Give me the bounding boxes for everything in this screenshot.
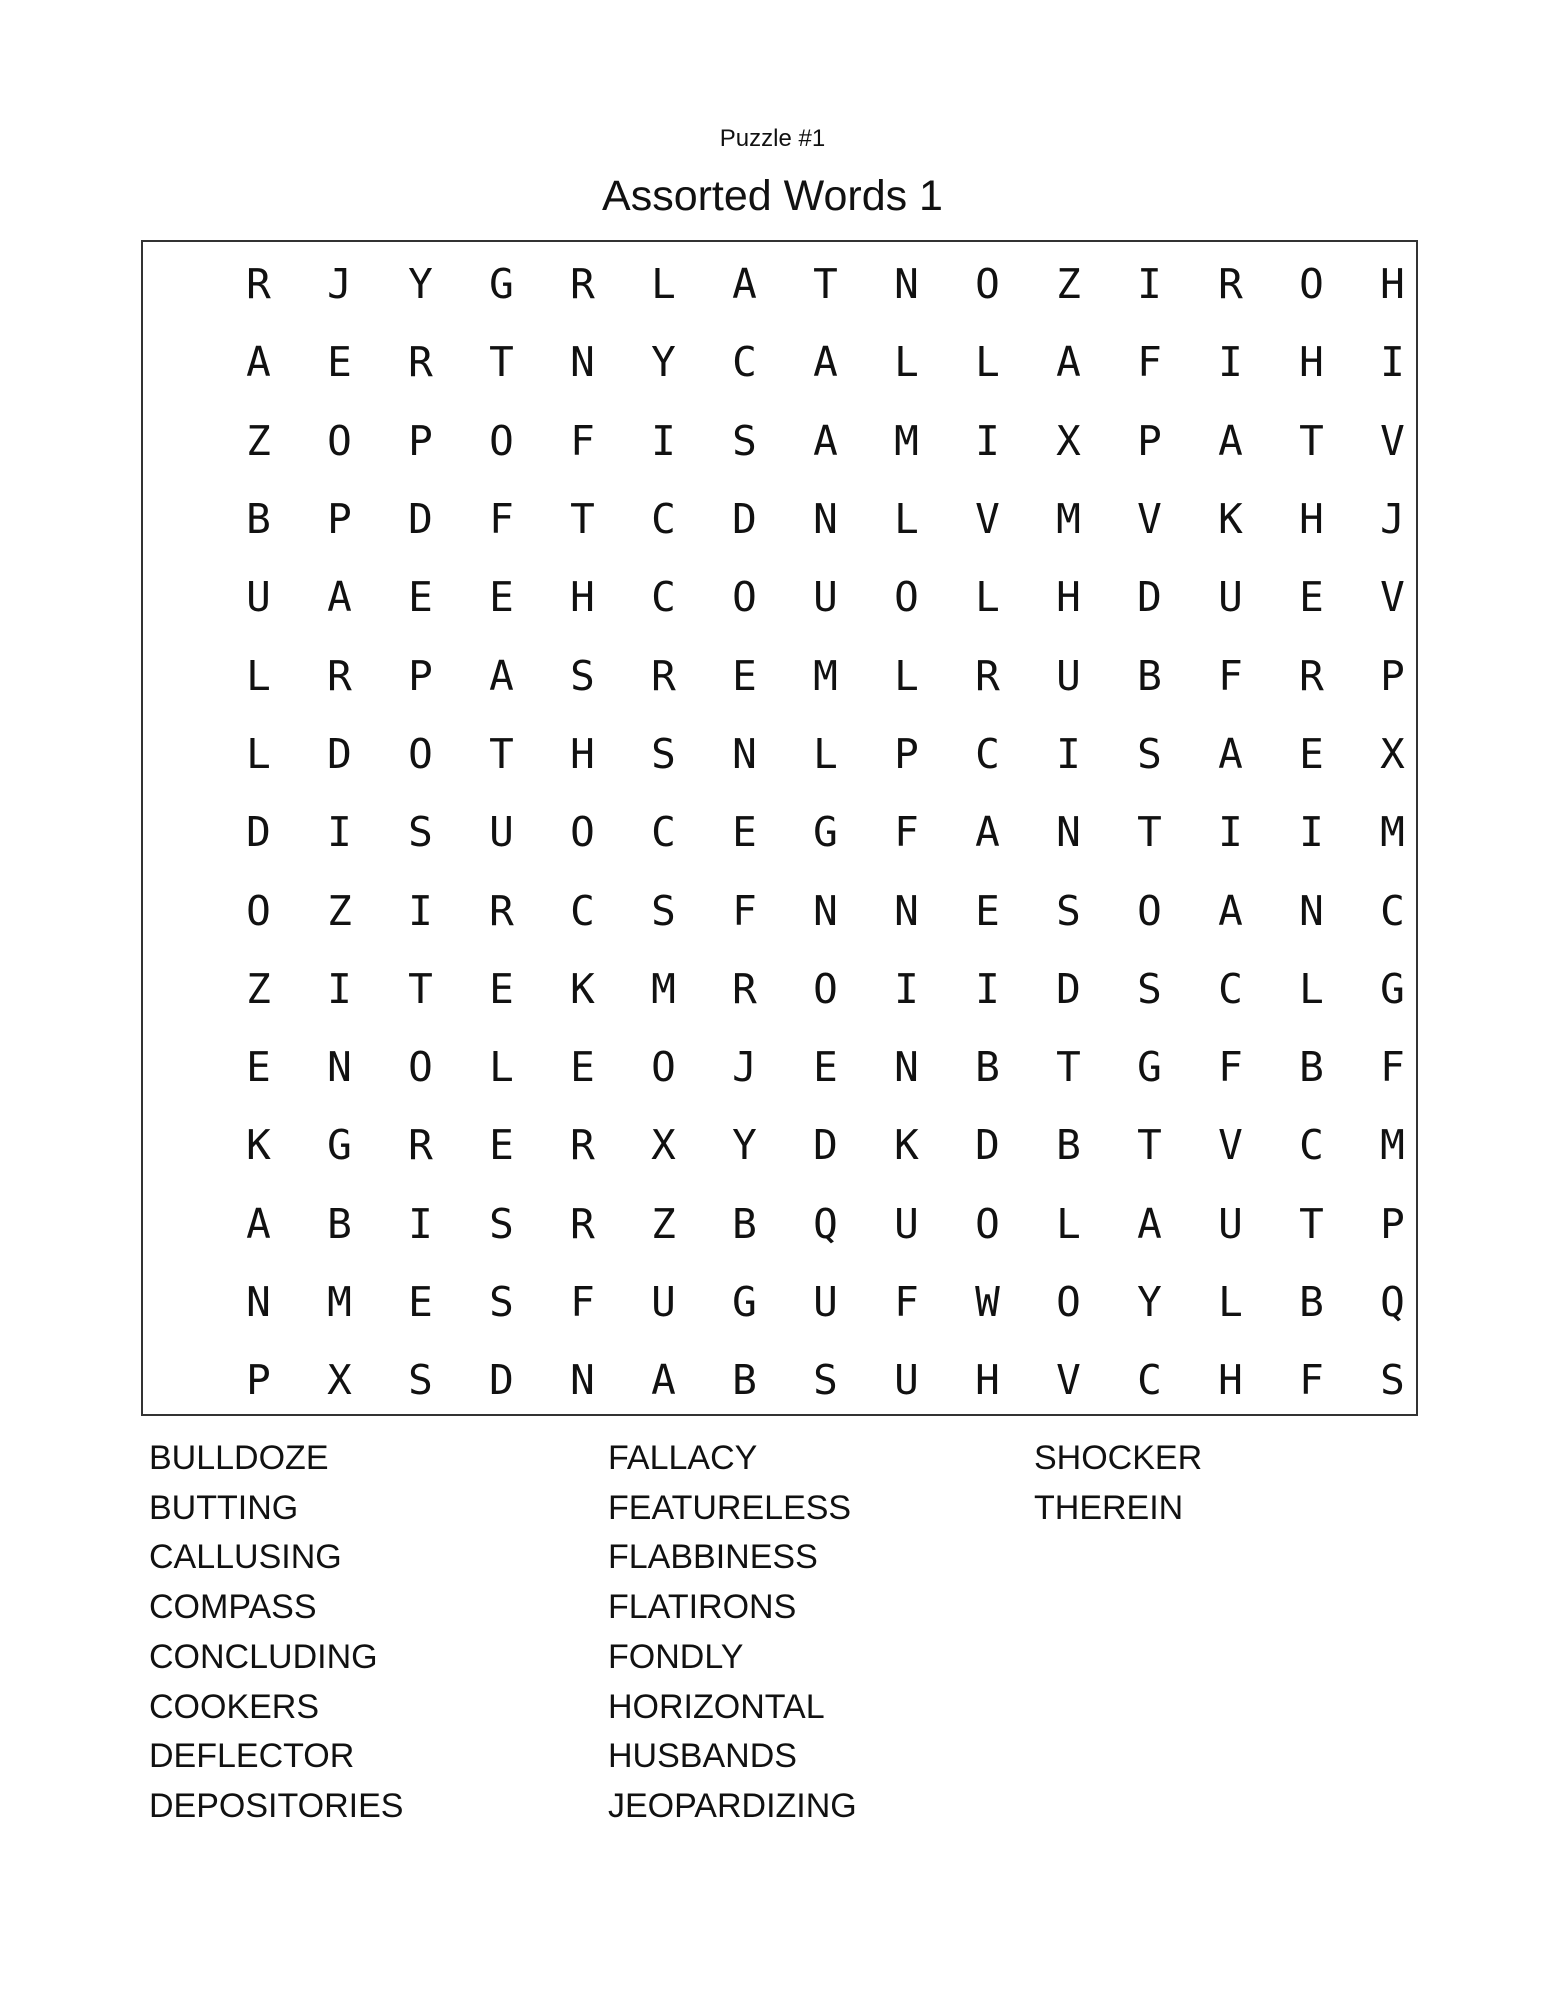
grid-cell: C xyxy=(651,573,676,622)
grid-cell: H xyxy=(1380,260,1405,309)
grid-cell: B xyxy=(1299,1278,1324,1326)
grid-cell: O xyxy=(570,808,595,857)
grid-cell: A xyxy=(327,573,352,622)
grid-cell: F xyxy=(1299,1356,1324,1405)
grid-cell: X xyxy=(1056,416,1081,465)
grid-cell: F xyxy=(894,1278,919,1326)
grid-cell: L xyxy=(1299,964,1324,1013)
grid-cell: R xyxy=(408,1121,433,1170)
grid-cell: L xyxy=(894,338,919,387)
grid-cell: C xyxy=(1137,1356,1162,1405)
grid-cell: G xyxy=(732,1278,757,1326)
grid-cell: M xyxy=(651,964,676,1013)
grid-cell: I xyxy=(408,886,433,935)
word-list-item: FLABBINESS xyxy=(608,1538,818,1577)
grid-cell: A xyxy=(246,1199,271,1248)
grid-cell: R xyxy=(570,1121,595,1170)
grid-cell: R xyxy=(732,964,757,1013)
letter-grid xyxy=(218,245,1433,1419)
grid-cell: T xyxy=(1137,1121,1162,1170)
grid-cell: P xyxy=(1137,416,1162,465)
word-list-item: THEREIN xyxy=(1034,1488,1184,1527)
grid-cell: F xyxy=(894,808,919,857)
grid-cell: D xyxy=(408,495,433,544)
grid-cell: E xyxy=(408,573,433,622)
grid-cell: F xyxy=(570,416,595,465)
grid-cell: N xyxy=(894,260,919,309)
grid-cell: P xyxy=(246,1356,271,1405)
grid-cell: E xyxy=(570,1043,595,1092)
grid-cell: A xyxy=(813,338,838,387)
word-list-item: COMPASS xyxy=(149,1588,317,1627)
grid-cell: J xyxy=(1380,495,1405,544)
grid-cell: G xyxy=(327,1121,352,1170)
grid-cell: V xyxy=(975,495,1000,544)
grid-cell: Y xyxy=(732,1121,757,1170)
grid-cell: R xyxy=(1299,651,1324,700)
grid-cell: N xyxy=(813,495,838,544)
grid-cell: R xyxy=(327,651,352,700)
grid-cell: E xyxy=(1299,573,1324,622)
grid-cell: I xyxy=(327,964,352,1013)
word-list-item: COOKERS xyxy=(149,1687,320,1726)
grid-cell: Y xyxy=(651,338,676,387)
grid-cell: N xyxy=(813,886,838,935)
grid-cell: L xyxy=(894,651,919,700)
grid-cell: G xyxy=(1137,1043,1162,1092)
grid-cell: A xyxy=(813,416,838,465)
grid-cell: R xyxy=(570,1199,595,1248)
grid-cell: T xyxy=(813,260,838,309)
grid-cell: O xyxy=(975,1199,1000,1248)
word-list-item: CALLUSING xyxy=(149,1538,342,1577)
grid-cell: R xyxy=(246,260,271,309)
grid-cell: A xyxy=(1218,416,1243,465)
grid-cell: N xyxy=(246,1278,271,1326)
grid-cell: L xyxy=(975,573,1000,622)
grid-cell: H xyxy=(1299,495,1324,544)
grid-cell: G xyxy=(489,260,514,309)
grid-cell: O xyxy=(975,260,1000,309)
grid-cell: O xyxy=(327,416,352,465)
grid-cell: C xyxy=(1299,1121,1324,1170)
grid-cell: T xyxy=(1137,808,1162,857)
grid-cell: H xyxy=(570,573,595,622)
grid-cell: A xyxy=(1218,729,1243,778)
grid-cell: L xyxy=(975,338,1000,387)
grid-cell: O xyxy=(1137,886,1162,935)
word-list-item: BULLDOZE xyxy=(149,1439,329,1477)
grid-cell: R xyxy=(1218,260,1243,309)
grid-cell: M xyxy=(813,651,838,700)
word-list-item: FALLACY xyxy=(608,1439,758,1477)
grid-cell: V xyxy=(1137,495,1162,544)
grid-cell: H xyxy=(975,1356,1000,1405)
grid-cell: D xyxy=(732,495,757,544)
grid-cell: B xyxy=(1056,1121,1081,1170)
grid-cell: F xyxy=(1218,651,1243,700)
grid-cell: N xyxy=(327,1043,352,1092)
word-list-item: JEOPARDIZING xyxy=(608,1786,857,1825)
grid-cell: I xyxy=(1218,808,1243,857)
word-list-item: FONDLY xyxy=(608,1637,744,1676)
grid-cell: N xyxy=(1299,886,1324,935)
grid-cell: A xyxy=(246,338,271,387)
grid-cell: E xyxy=(489,573,514,622)
grid-cell: N xyxy=(894,1043,919,1092)
grid-cell: B xyxy=(732,1199,757,1248)
grid-cell: M xyxy=(1380,1121,1405,1170)
grid-cell: C xyxy=(975,729,1000,778)
grid-cell: A xyxy=(732,260,757,309)
grid-cell: I xyxy=(1380,338,1405,387)
grid-cell: U xyxy=(1056,651,1081,700)
grid-cell: H xyxy=(1218,1356,1243,1405)
word-list-item: SHOCKER xyxy=(1034,1439,1203,1477)
grid-cell: A xyxy=(1137,1199,1162,1248)
grid-cell: F xyxy=(570,1278,595,1326)
grid-cell: X xyxy=(327,1356,352,1405)
grid-cell: U xyxy=(246,573,271,622)
grid-cell: E xyxy=(813,1043,838,1092)
grid-cell: Z xyxy=(1056,260,1081,309)
grid-cell: H xyxy=(1299,338,1324,387)
grid-cell: F xyxy=(1380,1043,1405,1092)
grid-cell: U xyxy=(894,1356,919,1405)
grid-cell: L xyxy=(1218,1278,1243,1326)
grid-cell: A xyxy=(1056,338,1081,387)
grid-cell: U xyxy=(894,1199,919,1248)
grid-cell: S xyxy=(408,808,433,857)
grid-cell: M xyxy=(1056,495,1081,544)
grid-cell: E xyxy=(246,1043,271,1092)
puzzle-title: Assorted Words 1 xyxy=(602,172,943,220)
word-list-item: HORIZONTAL xyxy=(608,1687,825,1726)
grid-cell: Z xyxy=(651,1199,676,1248)
grid-cell: E xyxy=(408,1278,433,1326)
grid-cell: A xyxy=(651,1356,676,1405)
grid-cell: Q xyxy=(1380,1278,1405,1326)
grid-cell: L xyxy=(489,1043,514,1092)
letter-grid-frame xyxy=(141,240,1418,1416)
grid-cell: E xyxy=(489,1121,514,1170)
grid-cell: P xyxy=(327,495,352,544)
grid-cell: E xyxy=(732,808,757,857)
grid-cell: F xyxy=(732,886,757,935)
grid-cell: S xyxy=(651,729,676,778)
grid-cell: O xyxy=(408,729,433,778)
grid-cell: I xyxy=(1056,729,1081,778)
grid-cell: U xyxy=(651,1278,676,1326)
grid-cell: U xyxy=(813,573,838,622)
grid-cell: O xyxy=(246,886,271,935)
grid-cell: D xyxy=(246,808,271,857)
grid-cell: I xyxy=(408,1199,433,1248)
grid-cell: I xyxy=(651,416,676,465)
grid-cell: B xyxy=(732,1356,757,1405)
word-list-item: CONCLUDING xyxy=(149,1637,378,1676)
grid-cell: I xyxy=(975,964,1000,1013)
grid-cell: L xyxy=(1056,1199,1081,1248)
grid-cell: Y xyxy=(408,260,433,309)
grid-cell: B xyxy=(327,1199,352,1248)
grid-cell: S xyxy=(732,416,757,465)
grid-cell: U xyxy=(1218,573,1243,622)
grid-cell: M xyxy=(327,1278,352,1326)
grid-cell: I xyxy=(894,964,919,1013)
grid-cell: P xyxy=(894,729,919,778)
grid-cell: E xyxy=(975,886,1000,935)
grid-cell: E xyxy=(327,338,352,387)
grid-cell: L xyxy=(813,729,838,778)
grid-cell: I xyxy=(1299,808,1324,857)
grid-cell: V xyxy=(1380,416,1405,465)
grid-cell: S xyxy=(1137,729,1162,778)
grid-cell: K xyxy=(570,964,595,1013)
grid-cell: P xyxy=(408,651,433,700)
grid-cell: C xyxy=(1218,964,1243,1013)
grid-cell: T xyxy=(1299,1199,1324,1248)
grid-cell: A xyxy=(975,808,1000,857)
grid-cell: E xyxy=(489,964,514,1013)
grid-cell: X xyxy=(1380,729,1405,778)
word-list-item: DEFLECTOR xyxy=(149,1737,355,1776)
grid-cell: O xyxy=(813,964,838,1013)
grid-cell: Q xyxy=(813,1199,838,1248)
grid-cell: X xyxy=(651,1121,676,1170)
grid-cell: C xyxy=(732,338,757,387)
grid-cell: S xyxy=(570,651,595,700)
grid-cell: D xyxy=(813,1121,838,1170)
grid-cell: K xyxy=(894,1121,919,1170)
word-list-column-2 xyxy=(608,1434,857,1832)
grid-cell: T xyxy=(408,964,433,1013)
grid-cell: O xyxy=(651,1043,676,1092)
grid-cell: R xyxy=(570,260,595,309)
grid-cell: E xyxy=(732,651,757,700)
grid-cell: N xyxy=(570,338,595,387)
grid-cell: J xyxy=(732,1043,757,1092)
grid-cell: T xyxy=(489,729,514,778)
grid-cell: F xyxy=(1137,338,1162,387)
grid-cell: D xyxy=(975,1121,1000,1170)
grid-cell: V xyxy=(1056,1356,1081,1405)
word-list-column-3 xyxy=(1034,1434,1202,1533)
grid-cell: Z xyxy=(246,416,271,465)
grid-cell: K xyxy=(246,1121,271,1170)
grid-cell: C xyxy=(1380,886,1405,935)
word-list-item: HUSBANDS xyxy=(608,1737,797,1776)
grid-cell: B xyxy=(246,495,271,544)
grid-cell: O xyxy=(732,573,757,622)
grid-cell: N xyxy=(570,1356,595,1405)
grid-cell: G xyxy=(1380,964,1405,1013)
grid-cell: U xyxy=(1218,1199,1243,1248)
grid-cell: I xyxy=(1218,338,1243,387)
grid-cell: L xyxy=(651,260,676,309)
grid-cell: S xyxy=(489,1278,514,1326)
puzzle-number: Puzzle #1 xyxy=(719,125,826,152)
grid-cell: T xyxy=(570,495,595,544)
grid-cell: O xyxy=(408,1043,433,1092)
grid-cell: I xyxy=(975,416,1000,465)
word-list-item: BUTTING xyxy=(149,1488,299,1527)
grid-cell: B xyxy=(1299,1043,1324,1092)
grid-cell: L xyxy=(246,651,271,700)
word-list-column-1 xyxy=(149,1434,403,1832)
grid-cell: C xyxy=(570,886,595,935)
grid-cell: L xyxy=(246,729,271,778)
grid-cell: N xyxy=(1056,808,1081,857)
grid-cell: A xyxy=(1218,886,1243,935)
grid-cell: I xyxy=(1137,260,1162,309)
grid-cell: S xyxy=(1056,886,1081,935)
grid-cell: S xyxy=(1380,1356,1405,1405)
grid-cell: E xyxy=(1299,729,1324,778)
grid-cell: R xyxy=(975,651,1000,700)
grid-cell: U xyxy=(489,808,514,857)
word-list-item: FEATURELESS xyxy=(608,1488,852,1527)
grid-cell: B xyxy=(1137,651,1162,700)
grid-cell: G xyxy=(813,808,838,857)
grid-cell: S xyxy=(408,1356,433,1405)
grid-cell: R xyxy=(489,886,514,935)
grid-cell: Y xyxy=(1137,1278,1162,1326)
grid-cell: C xyxy=(651,808,676,857)
grid-cell: F xyxy=(489,495,514,544)
grid-cell: D xyxy=(1137,573,1162,622)
grid-cell: J xyxy=(327,260,352,309)
grid-cell: A xyxy=(489,651,514,700)
grid-cell: W xyxy=(975,1278,1000,1326)
grid-cell: S xyxy=(813,1356,838,1405)
grid-cell: V xyxy=(1218,1121,1243,1170)
grid-cell: M xyxy=(894,416,919,465)
grid-cell: D xyxy=(489,1356,514,1405)
grid-cell: Z xyxy=(246,964,271,1013)
grid-cell: N xyxy=(732,729,757,778)
grid-cell: P xyxy=(408,416,433,465)
grid-cell: O xyxy=(489,416,514,465)
grid-cell: T xyxy=(1056,1043,1081,1092)
grid-cell: Z xyxy=(327,886,352,935)
grid-cell: K xyxy=(1218,495,1243,544)
grid-cell: I xyxy=(327,808,352,857)
word-list-item: FLATIRONS xyxy=(608,1588,797,1627)
grid-cell: R xyxy=(408,338,433,387)
grid-cell: P xyxy=(1380,651,1405,700)
grid-cell: O xyxy=(1299,260,1324,309)
grid-cell: V xyxy=(1380,573,1405,622)
word-list-item: DEPOSITORIES xyxy=(149,1786,404,1825)
grid-cell: N xyxy=(894,886,919,935)
grid-cell: B xyxy=(975,1043,1000,1092)
grid-cell: O xyxy=(1056,1278,1081,1326)
grid-cell: M xyxy=(1380,808,1405,857)
grid-cell: O xyxy=(894,573,919,622)
grid-cell: S xyxy=(1137,964,1162,1013)
grid-cell: R xyxy=(651,651,676,700)
grid-cell: T xyxy=(1299,416,1324,465)
grid-cell: P xyxy=(1380,1199,1405,1248)
grid-cell: U xyxy=(813,1278,838,1326)
grid-cell: T xyxy=(489,338,514,387)
grid-cell: C xyxy=(651,495,676,544)
grid-cell: D xyxy=(327,729,352,778)
grid-cell: D xyxy=(1056,964,1081,1013)
grid-cell: H xyxy=(1056,573,1081,622)
grid-cell: L xyxy=(894,495,919,544)
grid-cell: S xyxy=(489,1199,514,1248)
grid-cell: H xyxy=(570,729,595,778)
grid-cell: S xyxy=(651,886,676,935)
grid-cell: F xyxy=(1218,1043,1243,1092)
